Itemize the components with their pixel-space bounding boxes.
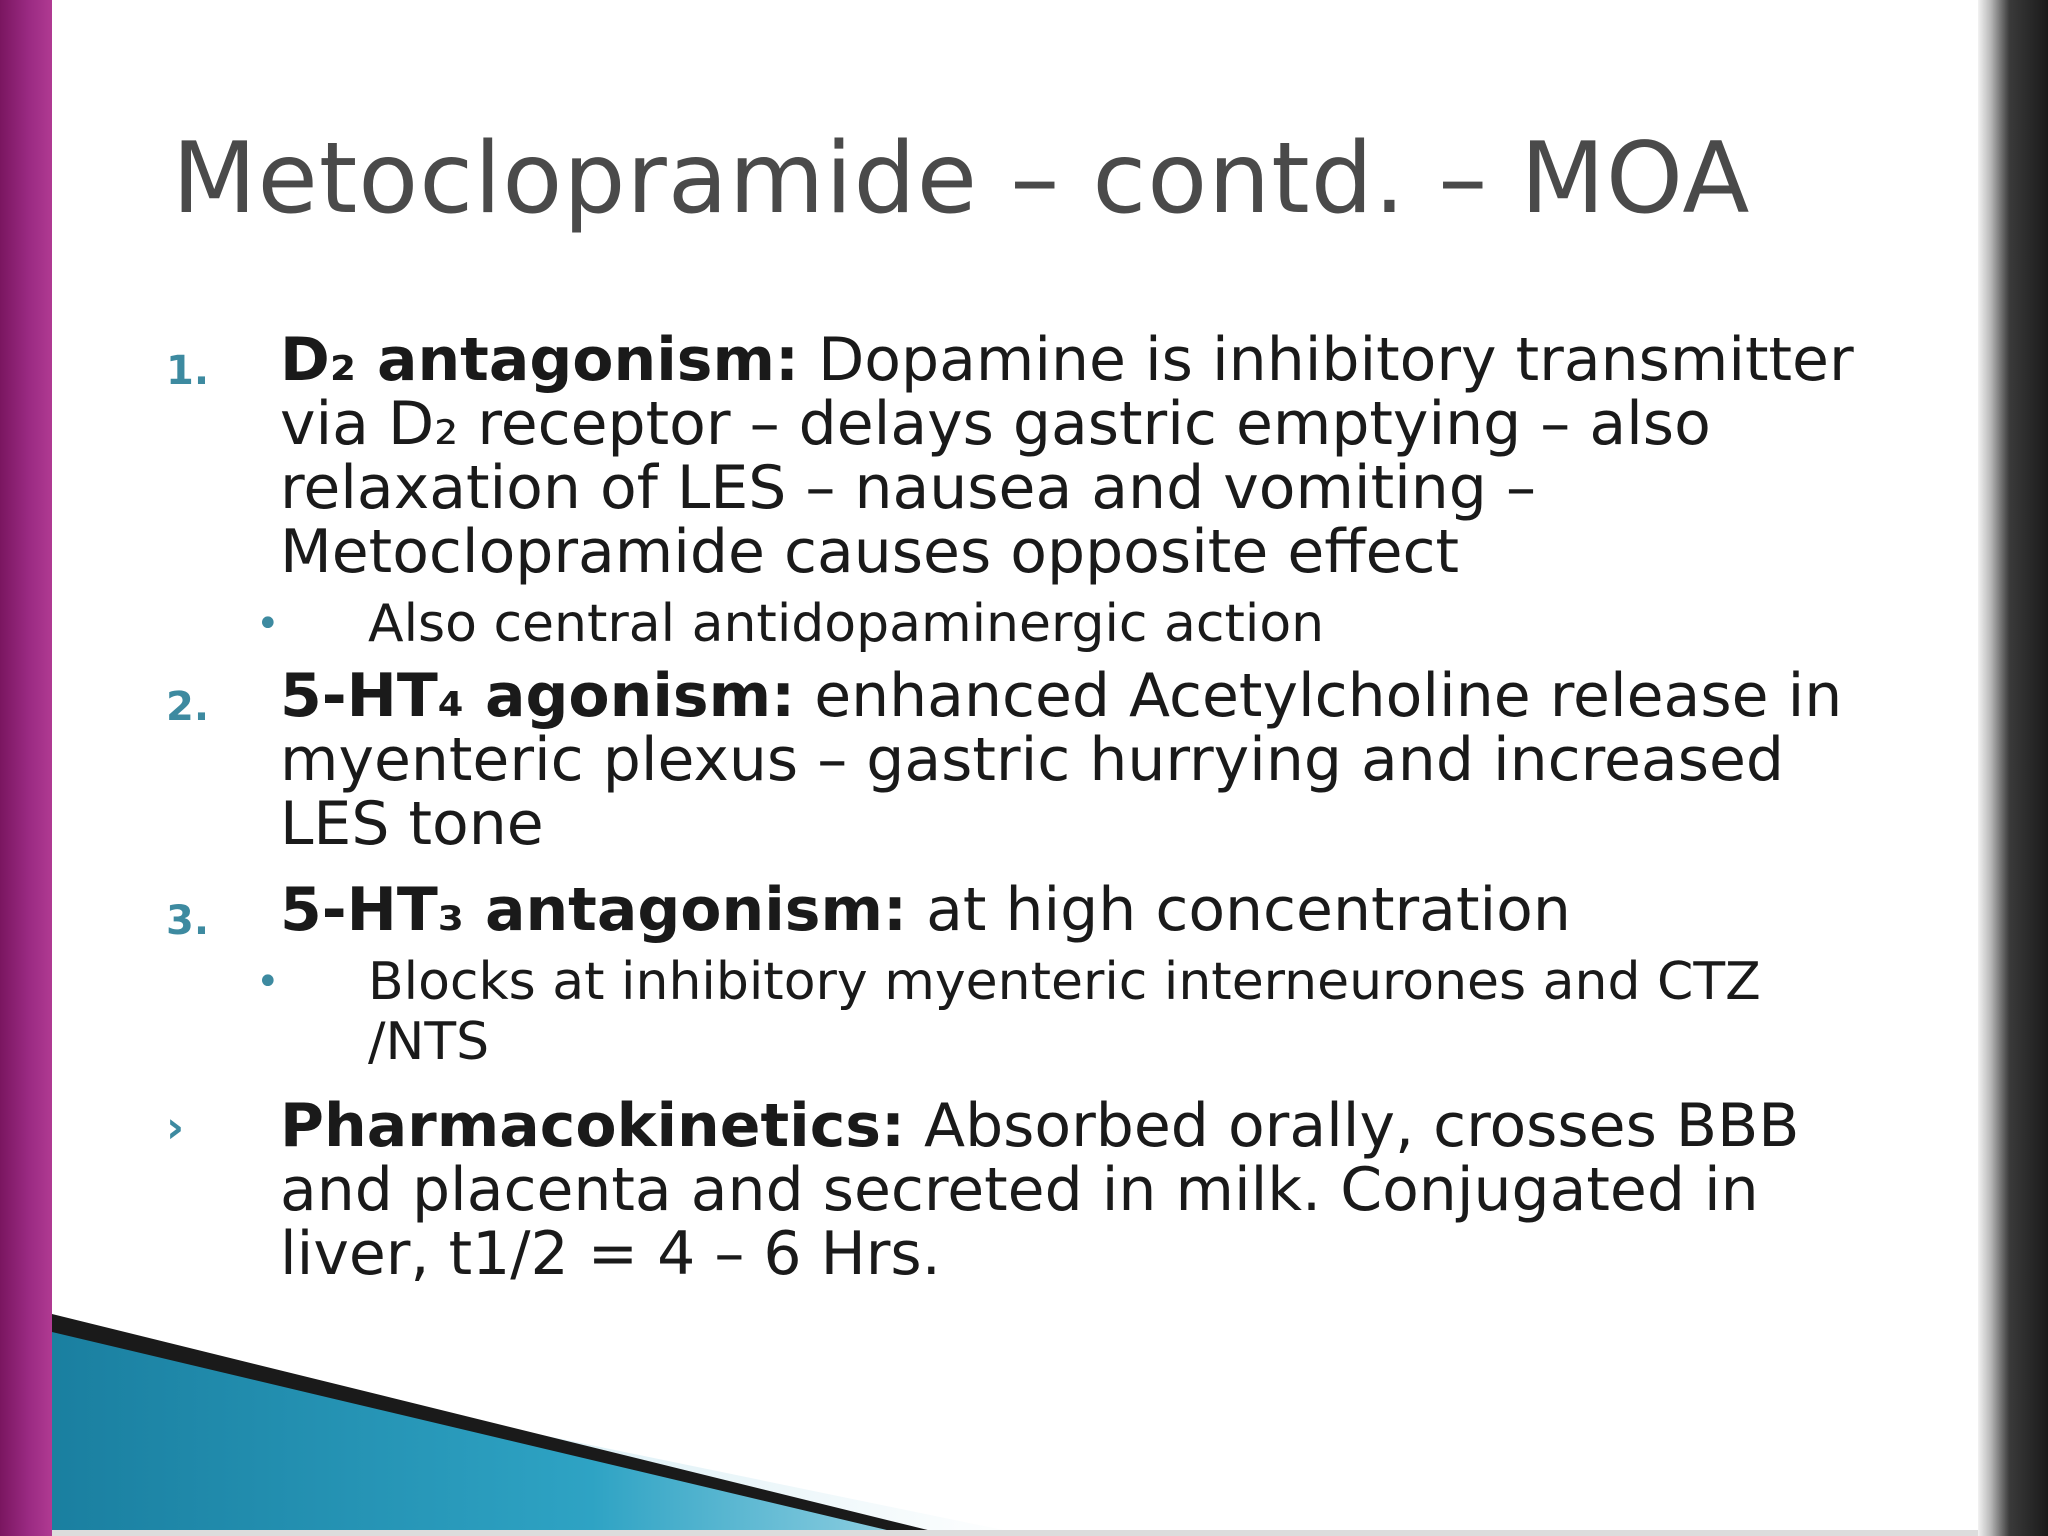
right-decorative-band [1978,0,2048,1536]
left-decorative-band [0,0,52,1536]
sub-item-text: Blocks at inhibitory myenteric interneurones and CTZ /NTS [368,952,1761,1072]
list-item-body: at high concentration [907,875,1571,945]
list-item-5ht3-antagonism [160,875,1880,945]
list-item-heading: D₂ antagonism: [280,325,800,395]
list-item-text [280,325,1880,587]
list-item-heading: Pharmacokinetics: [280,1091,905,1161]
list-item-heading: 5-HT₄ agonism: [280,661,796,731]
bullet-dot-icon: • [256,601,280,647]
list-item-5ht4-agonism [160,661,1880,859]
bottom-left-decorative-swoosh [52,1286,1032,1536]
list-item-text [280,1091,1880,1289]
list-item-d2-antagonism [160,325,1880,587]
slide-title: Metoclopramide – contd. – MOA [172,122,1751,236]
bullet-dot-icon: • [256,959,280,1005]
arrow-bullet-icon: › [166,1102,185,1153]
list-item-text [280,661,1880,859]
list-item-text [280,875,1880,945]
list-item-body: Dopamine is inhibitory transmitter via D₂ receptor – delays gastric emptying – also relaxation of LES – nausea and vomiting – Metoclopramide causes opposite effect [280,325,1854,587]
list-item-pharmacokinetics [160,1091,1880,1289]
list-number: 2. [166,684,210,730]
slide-content [160,325,1880,1289]
bottom-divider-line [52,1530,1978,1536]
list-item-body: Absorbed orally, crosses BBB and placenta and secreted in milk. Conjugated in liver, t1/2 = 4 – 6 Hrs. [280,1091,1800,1289]
list-number: 1. [166,348,210,394]
sub-item-text: Also central antidopaminergic action [368,594,1325,654]
list-number: 3. [166,898,210,944]
sub-item-inhibitory-interneurones [160,952,1880,1072]
sub-item-central-action [160,594,1880,654]
list-item-body: enhanced Acetylcholine release in myenteric plexus – gastric hurrying and increased LES tone [280,661,1843,859]
list-item-heading: 5-HT₃ antagonism: [280,875,908,945]
